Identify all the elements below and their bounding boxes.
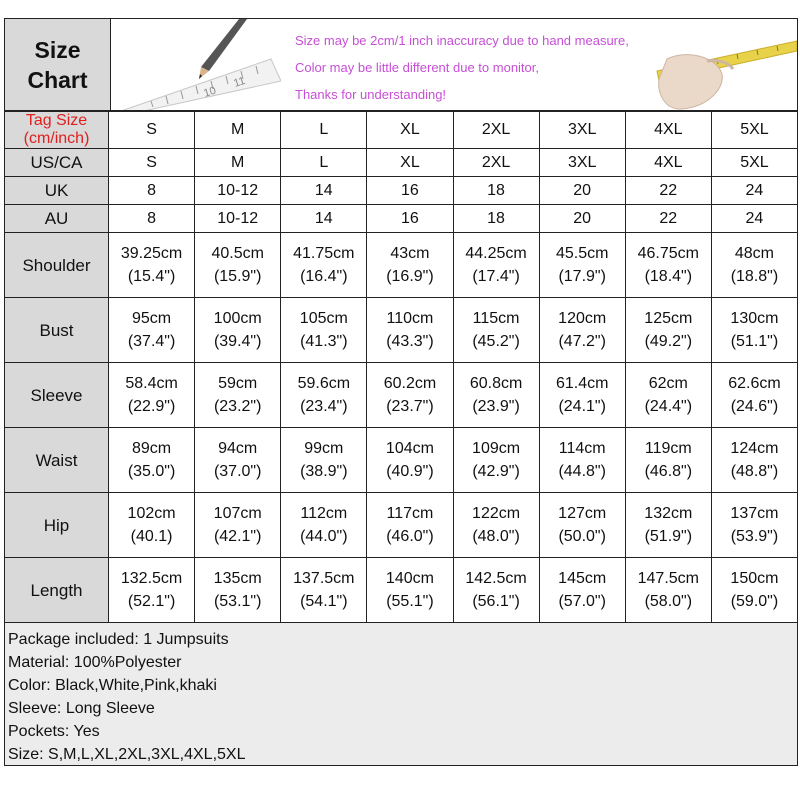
measurement-inch: (23.4") bbox=[300, 398, 348, 415]
measurement-inch: (48.0") bbox=[472, 528, 520, 545]
measurement-cm: 89cm bbox=[132, 440, 172, 457]
region-label: UK bbox=[5, 177, 109, 205]
measurement-cell bbox=[453, 233, 539, 298]
measurement-cell bbox=[711, 493, 797, 558]
region-size-cell: 24 bbox=[711, 205, 797, 233]
measurement-inch: (37.0") bbox=[213, 463, 262, 480]
table-row bbox=[5, 428, 798, 493]
measurement-cell bbox=[625, 363, 711, 428]
table-row bbox=[5, 205, 798, 233]
table-row bbox=[5, 558, 798, 623]
region-size-cell: 8 bbox=[109, 177, 195, 205]
region-size-cell: 24 bbox=[711, 177, 797, 205]
ruler-number-11: 11 bbox=[232, 74, 247, 90]
region-size-cell: 20 bbox=[539, 177, 625, 205]
measurement-notice-banner bbox=[111, 19, 797, 110]
measurement-inch: (48.8") bbox=[730, 463, 779, 480]
measurement-cm: 48cm bbox=[734, 245, 774, 262]
measurement-cm: 39.25cm bbox=[120, 245, 183, 262]
measurement-inch: (40.9") bbox=[386, 463, 434, 480]
region-size-cell: 14 bbox=[281, 205, 367, 233]
note-thanks: Thanks for understanding! bbox=[295, 87, 447, 102]
measurement-inch: (23.9") bbox=[472, 398, 520, 415]
measurement-inch: (41.3") bbox=[300, 333, 348, 350]
measurement-cell bbox=[711, 428, 797, 493]
measurement-inch: (56.1") bbox=[472, 593, 520, 610]
measurement-cm: 137cm bbox=[730, 505, 779, 522]
measurement-label: Length bbox=[5, 558, 109, 623]
measurement-inch: (16.4") bbox=[300, 268, 348, 285]
measurement-cm: 104cm bbox=[385, 440, 434, 457]
measurement-label: Hip bbox=[5, 493, 109, 558]
measurement-cell bbox=[109, 493, 195, 558]
size-column-header: M bbox=[195, 112, 281, 149]
measurement-inch: (24.4") bbox=[644, 398, 693, 415]
measurement-inch: (37.4") bbox=[127, 333, 176, 350]
measurement-inch: (42.1") bbox=[213, 528, 262, 545]
measurement-cm: 109cm bbox=[472, 440, 521, 457]
measurement-inch: (22.9") bbox=[127, 398, 176, 415]
measurement-cell bbox=[281, 493, 367, 558]
measurement-inch: (45.2") bbox=[472, 333, 520, 350]
region-size-cell: 10-12 bbox=[195, 177, 281, 205]
region-size-cell: 10-12 bbox=[195, 205, 281, 233]
measurement-inch: (47.2") bbox=[558, 333, 606, 350]
measurement-cm: 100cm bbox=[213, 310, 262, 327]
measurement-inch: (17.4") bbox=[472, 268, 520, 285]
measurement-cell bbox=[281, 363, 367, 428]
measurement-cm: 94cm bbox=[218, 440, 258, 457]
measurement-inch: (35.0") bbox=[127, 463, 176, 480]
measurement-cell bbox=[367, 558, 453, 623]
measurement-inch: (15.9") bbox=[213, 268, 262, 285]
measurement-cm: 59.6cm bbox=[297, 375, 351, 392]
measurement-cm: 45.5cm bbox=[555, 245, 609, 262]
measurement-inch: (46.8") bbox=[644, 463, 693, 480]
measurement-cell bbox=[195, 363, 281, 428]
table-row bbox=[5, 177, 798, 205]
measurement-inch: (43.3") bbox=[386, 333, 434, 350]
region-size-cell: 14 bbox=[281, 177, 367, 205]
size-chart-title: Size Chart bbox=[5, 19, 111, 110]
measurement-cell bbox=[367, 363, 453, 428]
product-info bbox=[4, 623, 798, 766]
measurement-inch: (49.2") bbox=[644, 333, 693, 350]
measurement-cell bbox=[539, 428, 625, 493]
measurement-label: Shoulder bbox=[5, 233, 109, 298]
region-size-cell: 3XL bbox=[539, 149, 625, 177]
measurement-label: Sleeve bbox=[5, 363, 109, 428]
measurement-cell bbox=[109, 428, 195, 493]
measurement-cm: 132.5cm bbox=[120, 570, 183, 587]
measurement-inch: (18.4") bbox=[644, 268, 693, 285]
region-size-cell: 8 bbox=[109, 205, 195, 233]
measurement-cm: 112cm bbox=[300, 505, 348, 522]
measurement-cell bbox=[195, 428, 281, 493]
measurement-cell bbox=[539, 233, 625, 298]
measurement-inch: (59.0") bbox=[730, 593, 779, 610]
measurement-cm: 107cm bbox=[213, 505, 262, 522]
measurement-cell bbox=[195, 298, 281, 363]
measurement-cell bbox=[711, 363, 797, 428]
measurement-cm: 127cm bbox=[558, 505, 607, 522]
measurement-cell bbox=[281, 558, 367, 623]
measurement-inch: (15.4") bbox=[127, 268, 176, 285]
measurement-cm: 119cm bbox=[644, 440, 692, 457]
region-size-cell: 22 bbox=[625, 205, 711, 233]
measurement-cm: 41.75cm bbox=[293, 245, 355, 262]
measurement-cm: 105cm bbox=[299, 310, 348, 327]
measurement-cell bbox=[711, 558, 797, 623]
measurement-inch: (17.9") bbox=[558, 268, 606, 285]
measurement-cm: 44.25cm bbox=[465, 245, 527, 262]
measurement-cm: 46.75cm bbox=[637, 245, 699, 262]
measurement-inch: (44.8") bbox=[558, 463, 606, 480]
measurement-cell bbox=[109, 233, 195, 298]
region-size-cell: XL bbox=[367, 149, 453, 177]
measurement-cm: 60.2cm bbox=[383, 375, 437, 392]
measurement-cell bbox=[195, 493, 281, 558]
table-row bbox=[5, 493, 798, 558]
measurement-inch: (39.4") bbox=[213, 333, 262, 350]
measurement-cm: 150cm bbox=[730, 570, 779, 587]
info-size: Size: S,M,L,XL,2XL,3XL,4XL,5XL bbox=[8, 746, 246, 763]
tape-measure-hand-icon bbox=[647, 19, 797, 110]
measurement-cell bbox=[109, 298, 195, 363]
region-size-cell: L bbox=[281, 149, 367, 177]
measurement-cm: 62cm bbox=[648, 375, 688, 392]
note-color-difference: Color may be little different due to monitor, bbox=[295, 60, 539, 75]
tag-size-label: Tag Size (cm/inch) bbox=[23, 112, 90, 147]
measurement-cell bbox=[281, 298, 367, 363]
measurement-inch: (55.1") bbox=[386, 593, 434, 610]
measurement-cm: 110cm bbox=[386, 310, 434, 327]
measurement-cm: 117cm bbox=[386, 505, 434, 522]
region-label: AU bbox=[5, 205, 109, 233]
region-size-cell: 20 bbox=[539, 205, 625, 233]
region-size-cell: 16 bbox=[367, 177, 453, 205]
measurement-inch: (42.9") bbox=[472, 463, 520, 480]
measurement-cell bbox=[453, 298, 539, 363]
measurement-cm: 40.5cm bbox=[211, 245, 264, 262]
info-pockets: Pockets: Yes bbox=[8, 723, 100, 740]
measurement-cm: 120cm bbox=[558, 310, 607, 327]
measurement-notes bbox=[295, 33, 629, 110]
measurement-inch: (57.0") bbox=[558, 593, 606, 610]
measurement-cell bbox=[539, 363, 625, 428]
region-size-cell: 5XL bbox=[711, 149, 797, 177]
region-size-cell: 22 bbox=[625, 177, 711, 205]
measurement-inch: (24.1") bbox=[558, 398, 606, 415]
measurement-inch: (18.8") bbox=[730, 268, 779, 285]
region-size-cell: 18 bbox=[453, 205, 539, 233]
measurement-cm: 99cm bbox=[304, 440, 344, 457]
measurement-cell bbox=[625, 233, 711, 298]
measurement-inch: (54.1") bbox=[300, 593, 348, 610]
measurement-inch: (24.6") bbox=[730, 398, 779, 415]
measurement-cm: 132cm bbox=[644, 505, 693, 522]
measurement-cell bbox=[539, 493, 625, 558]
measurement-cell bbox=[367, 233, 453, 298]
measurement-cell bbox=[367, 428, 453, 493]
measurement-cm: 61.4cm bbox=[555, 375, 609, 392]
measurement-cm: 114cm bbox=[558, 440, 606, 457]
size-column-header: XL bbox=[367, 112, 453, 149]
measurement-cm: 124cm bbox=[730, 440, 779, 457]
measurement-cell bbox=[195, 233, 281, 298]
measurement-cm: 43cm bbox=[390, 245, 430, 262]
tag-size-header bbox=[5, 112, 109, 149]
measurement-inch: (58.0") bbox=[644, 593, 693, 610]
measurement-inch: (38.9") bbox=[300, 463, 348, 480]
measurement-inch: (53.1") bbox=[213, 593, 262, 610]
measurement-cm: 135cm bbox=[213, 570, 262, 587]
measurement-cm: 59cm bbox=[218, 375, 258, 392]
measurement-cell bbox=[367, 298, 453, 363]
region-size-cell: S bbox=[109, 149, 195, 177]
measurement-inch: (46.0") bbox=[386, 528, 434, 545]
measurement-cm: 115cm bbox=[472, 310, 520, 327]
size-table bbox=[4, 111, 798, 623]
measurement-cell bbox=[109, 558, 195, 623]
region-label: US/CA bbox=[5, 149, 109, 177]
measurement-cm: 58.4cm bbox=[125, 375, 178, 392]
note-measure-inaccuracy: Size may be 2cm/1 inch inaccuracy due to hand measure, bbox=[295, 33, 629, 48]
region-size-cell: 4XL bbox=[625, 149, 711, 177]
measurement-inch: (52.1") bbox=[127, 593, 176, 610]
measurement-cell bbox=[625, 558, 711, 623]
size-column-header: 3XL bbox=[539, 112, 625, 149]
measurement-cm: 125cm bbox=[644, 310, 693, 327]
info-material: Material: 100%Polyester bbox=[8, 654, 182, 671]
measurement-inch: (44.0") bbox=[300, 528, 348, 545]
region-size-cell: 16 bbox=[367, 205, 453, 233]
measurement-cell bbox=[711, 233, 797, 298]
measurement-cm: 102cm bbox=[127, 505, 176, 522]
measurement-cm: 95cm bbox=[132, 310, 172, 327]
measurement-cell bbox=[625, 298, 711, 363]
size-column-header: L bbox=[281, 112, 367, 149]
measurement-inch: (50.0") bbox=[558, 528, 606, 545]
region-size-cell: 2XL bbox=[453, 149, 539, 177]
measurement-label: Bust bbox=[5, 298, 109, 363]
measurement-cm: 122cm bbox=[472, 505, 521, 522]
measurement-cell bbox=[539, 558, 625, 623]
measurement-label: Waist bbox=[5, 428, 109, 493]
measurement-cell bbox=[109, 363, 195, 428]
measurement-cm: 60.8cm bbox=[469, 375, 523, 392]
table-row bbox=[5, 112, 798, 149]
size-column-header: 4XL bbox=[625, 112, 711, 149]
measurement-inch: (23.2") bbox=[213, 398, 262, 415]
measurement-cm: 130cm bbox=[730, 310, 779, 327]
measurement-inch: (16.9") bbox=[386, 268, 434, 285]
measurement-cell bbox=[453, 428, 539, 493]
size-chart-sheet bbox=[4, 18, 798, 766]
measurement-cm: 145cm bbox=[558, 570, 607, 587]
measurement-cell bbox=[625, 493, 711, 558]
measurement-cm: 137.5cm bbox=[293, 570, 355, 587]
measurement-cell bbox=[453, 363, 539, 428]
measurement-cell bbox=[195, 558, 281, 623]
measurement-inch: (23.7") bbox=[386, 398, 434, 415]
measurement-cm: 62.6cm bbox=[728, 375, 781, 392]
size-column-header: 5XL bbox=[711, 112, 797, 149]
pencil-ruler-icon bbox=[111, 19, 281, 110]
measurement-cell bbox=[625, 428, 711, 493]
size-column-header: S bbox=[109, 112, 195, 149]
measurement-cm: 140cm bbox=[385, 570, 434, 587]
measurement-cell bbox=[453, 493, 539, 558]
table-row bbox=[5, 233, 798, 298]
measurement-cm: 147.5cm bbox=[637, 570, 699, 587]
measurement-inch: (51.9") bbox=[644, 528, 693, 545]
measurement-inch: (53.9") bbox=[730, 528, 779, 545]
region-size-cell: 18 bbox=[453, 177, 539, 205]
ruler-number-10: 10 bbox=[202, 84, 218, 100]
info-sleeve: Sleeve: Long Sleeve bbox=[8, 700, 155, 717]
region-size-cell: M bbox=[195, 149, 281, 177]
measurement-cell bbox=[711, 298, 797, 363]
table-row bbox=[5, 298, 798, 363]
measurement-cell bbox=[453, 558, 539, 623]
measurement-cell bbox=[281, 233, 367, 298]
table-row bbox=[5, 363, 798, 428]
measurement-cell bbox=[539, 298, 625, 363]
measurement-cell bbox=[281, 428, 367, 493]
size-column-header: 2XL bbox=[453, 112, 539, 149]
info-color: Color: Black,White,Pink,khaki bbox=[8, 677, 217, 694]
measurement-inch: (40.1) bbox=[130, 528, 173, 545]
measurement-cell bbox=[367, 493, 453, 558]
info-package: Package included: 1 Jumpsuits bbox=[8, 631, 229, 648]
table-row bbox=[5, 149, 798, 177]
measurement-cm: 142.5cm bbox=[465, 570, 527, 587]
measurement-inch: (51.1") bbox=[730, 333, 779, 350]
chart-header bbox=[4, 18, 798, 111]
